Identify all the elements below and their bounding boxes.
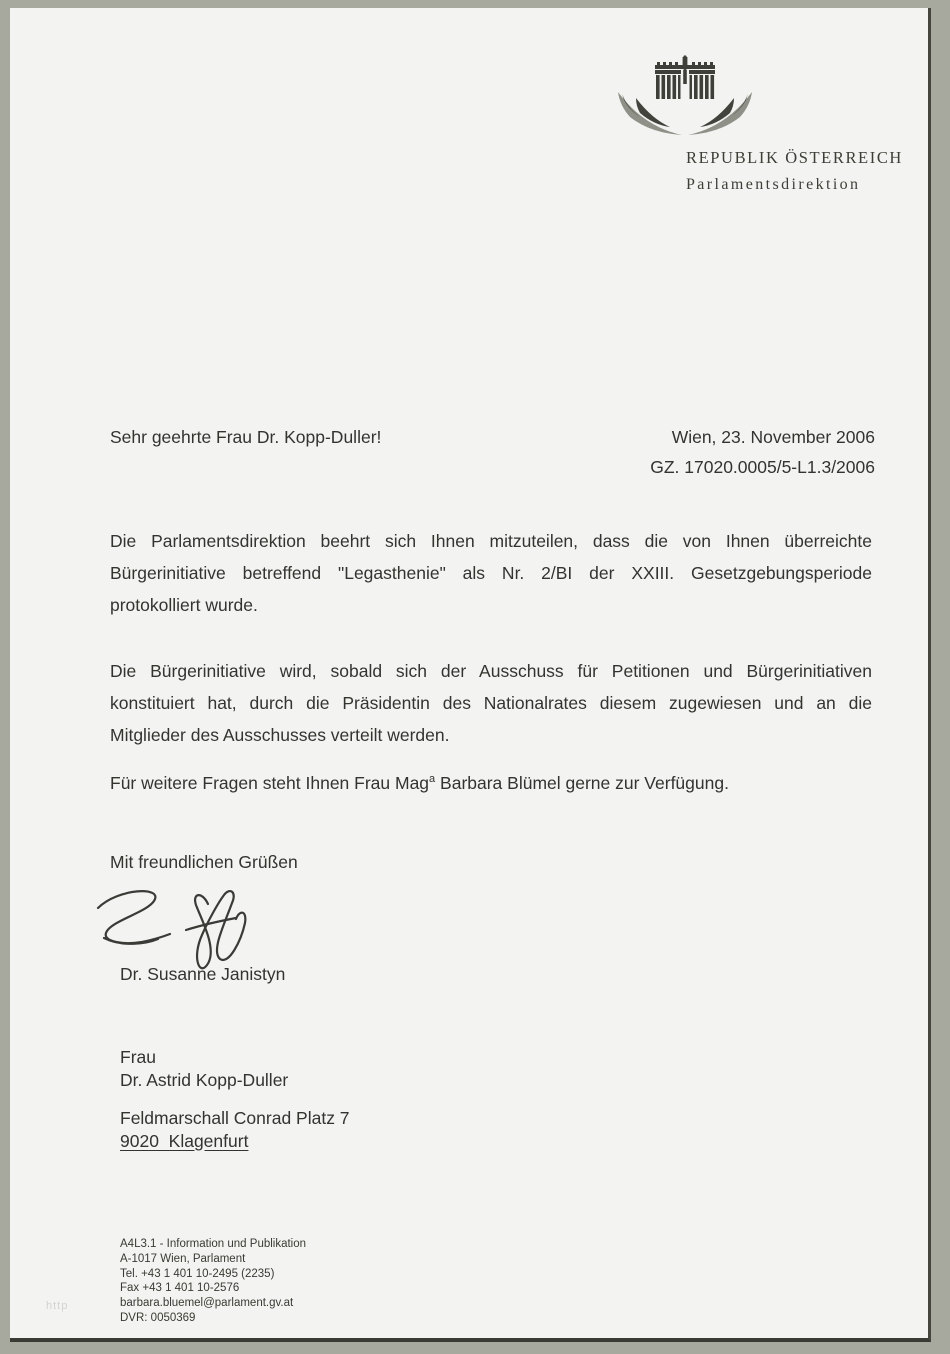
signer-name: Dr. Susanne Janistyn (120, 964, 286, 984)
mag-superscript: a (429, 773, 436, 786)
recipient-block (120, 1046, 350, 1152)
footer-line: DVR: 0050369 (120, 1311, 196, 1324)
parliament-emblem-icon (610, 54, 760, 150)
footer-line: barbara.bluemel@parlament.gv.at (120, 1297, 294, 1310)
date-reference-block (650, 422, 875, 482)
watermark-text: http (46, 1300, 69, 1312)
contact-text-cont: Barbara Blümel gerne zur Verfügung. (435, 773, 729, 793)
footer-block (120, 1237, 306, 1326)
meta-row (110, 422, 875, 482)
recipient-line: Frau (120, 1047, 156, 1067)
footer-line: A4L3.1 - Information und Publikation (120, 1238, 307, 1250)
paragraph-line: Die Bürgerinitiative wird, sobald sich der Ausschuss für Petitionen und Bürgerinitiativen (110, 661, 872, 681)
footer-line: Fax +43 1 401 10-2576 (120, 1282, 240, 1295)
paragraph-line: Die Parlamentsdirektion beehrt sich Ihnen mitzuteilen, dass die von Ihnen überreichte (110, 531, 872, 551)
paragraph-line: konstituiert hat, durch die Präsidentin des Nationalrates diesem zugewiesen und an die (110, 693, 872, 713)
org-unit: Parlamentsdirektion (686, 176, 861, 193)
body-paragraph-2 (110, 655, 872, 751)
recipient-line: Feldmarschall Conrad Platz 7 (120, 1108, 350, 1128)
letterhead (686, 148, 903, 194)
reference-line: GZ. 17020.0005/5-L1.3/2006 (650, 457, 875, 477)
org-name: REPUBLIK ÖSTERREICH (686, 148, 903, 167)
contact-line (110, 773, 729, 794)
letter-page (10, 8, 931, 1342)
footer-line: A-1017 Wien, Parlament (120, 1252, 246, 1265)
closing-line: Mit freundlichen Grüßen (110, 852, 298, 872)
paragraph-line: protokolliert wurde. (110, 595, 258, 615)
body-paragraph-1 (110, 525, 872, 621)
contact-text: Für weitere Fragen steht Ihnen Frau Mag (110, 773, 430, 793)
recipient-line: Dr. Astrid Kopp-Duller (120, 1069, 289, 1090)
footer-line: Tel. +43 1 401 10-2495 (2235) (120, 1267, 275, 1280)
parliament-logo (610, 54, 760, 150)
paragraph-line: Bürgerinitiative betreffend "Legasthenie" als Nr. 2/BI der XXIII. Gesetzgebungsperiode (110, 563, 872, 583)
recipient-line: 9020 Klagenfurt (120, 1130, 249, 1151)
paragraph-line: Mitglieder des Ausschusses verteilt werden. (110, 725, 450, 745)
salutation: Sehr geehrte Frau Dr. Kopp-Duller! (110, 427, 382, 447)
place-date-line: Wien, 23. November 2006 (671, 427, 875, 447)
